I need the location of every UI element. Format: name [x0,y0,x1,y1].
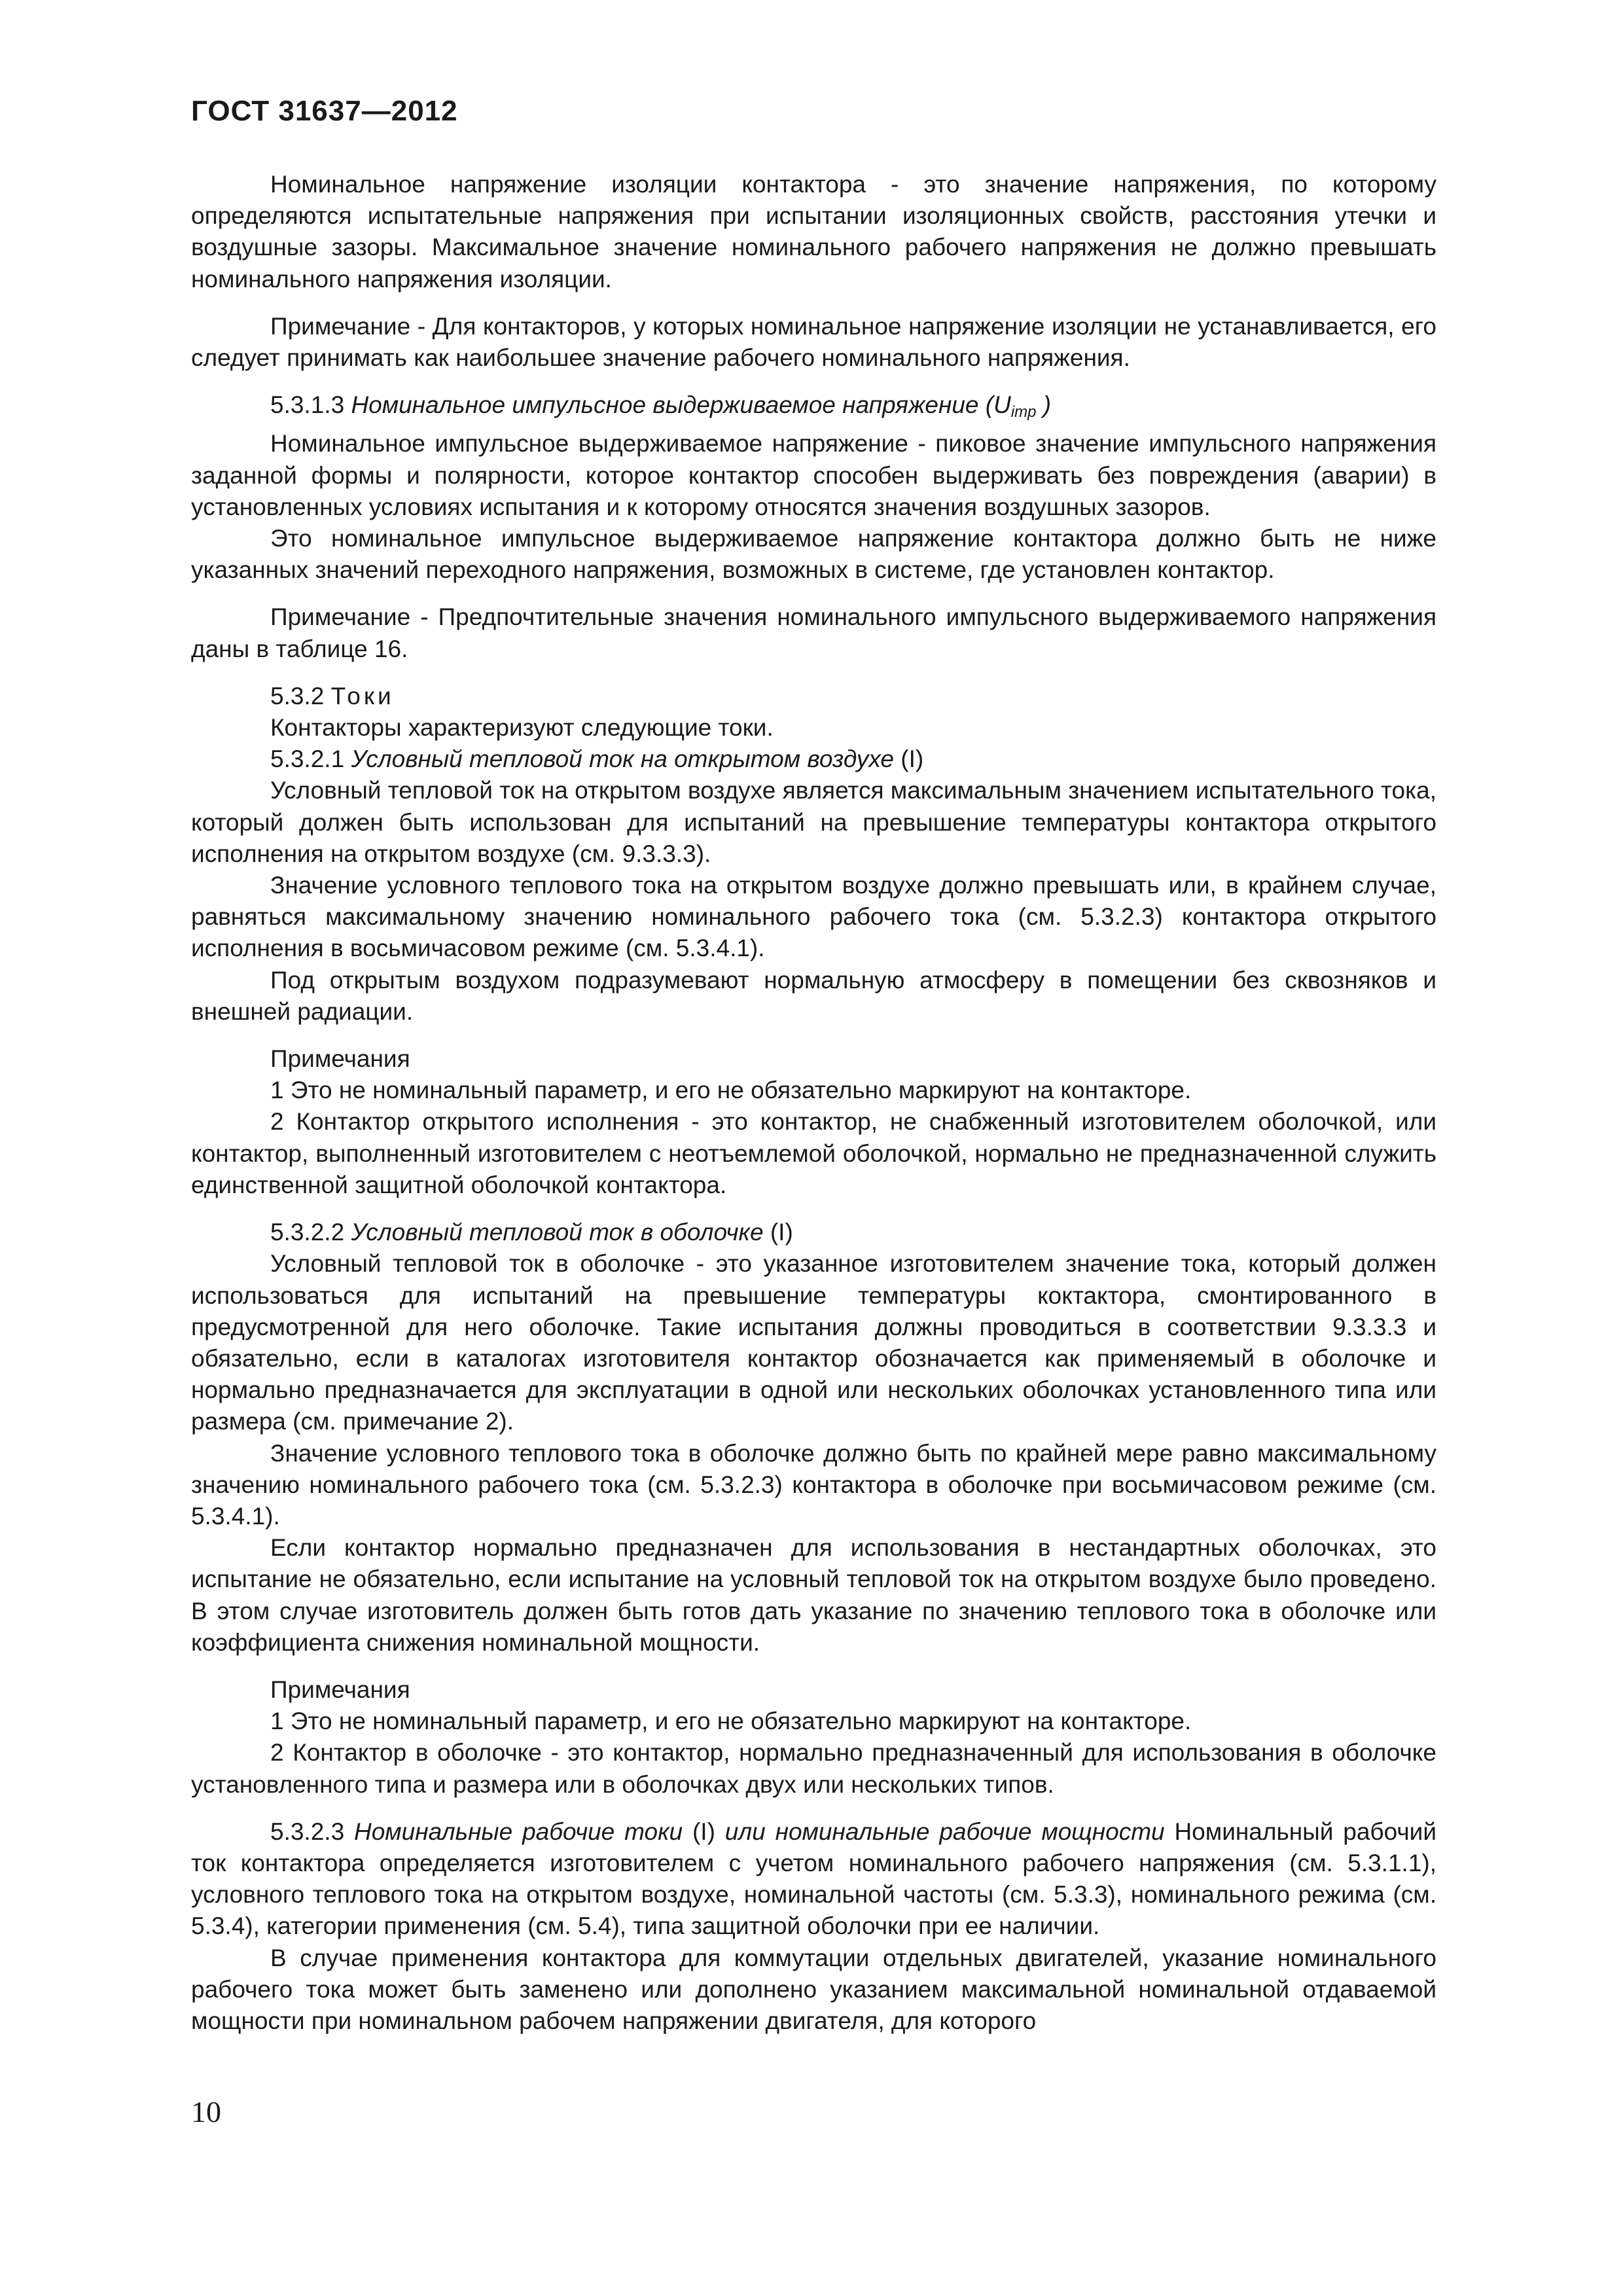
clause-5-3-2-heading: 5.3.2 Токи [270,682,395,709]
standard-header: ГОСТ 31637—2012 [191,95,458,127]
paragraph-enclosed-current-definition: Условный тепловой ток в оболочке - это указанное изготовителем значение тока, который должен использоваться для испытаний на превышение температуры коктактора, смонтированного в предусмотренной для него оболочке. Такие испытания должны проводиться в соответствии 9.3.3.3 и обязательно, если в каталогах изготовителя контактор обозначается как применяемый в оболочке и нормально предназначается для эксплуатации в одной или нескольких оболочках установленного типа или размера (см. примечание 2). [191,1250,1436,1435]
paragraph-motor-switching: В случае применения контактора для коммутации отдельных двигателей, указание номинального рабочего тока может быть заменено или дополнено указанием максимальной номинальной отдаваемой мощности при номинальном рабочем напряжении двигателя, для которого [191,1944,1436,2034]
note-item: 2 Контактор в оболочке - это контактор, нормально предназначенный для использования в оболочке установленного типа и размера или в оболочках двух или нескольких типов. [191,1739,1436,1798]
paragraph-impulse-voltage-definition: Номинальное импульсное выдерживаемое напряжение - пиковое значение импульсного напряжения заданной формы и полярности, которое контактор способен выдерживать без повреждения (аварии) в установленных условиях испытания и к которому относятся значения воздушных зазоров. [191,430,1436,520]
paragraph-open-air-current-value: Значение условного теплового тока на открытом воздухе должно превышать или, в крайнем случае, равняться максимальному значению номинального рабочего тока (см. 5.3.2.3) контактора открытого исполнения в восьмичасовом режиме (см. 5.3.4.1). [191,872,1436,962]
note-item: 1 Это не номинальный параметр, и его не обязательно маркируют на контакторе. [270,1708,1192,1735]
body-text [191,169,1436,2037]
paragraph-open-air-meaning: Под открытым воздухом подразумевают нормальную атмосферу в помещении без сквозняков и внешней радиации. [191,966,1436,1025]
clause-5-3-2-1-heading: 5.3.2.1 Условный тепловой ток на открытом воздухе (I) [270,745,924,773]
paragraph-impulse-voltage-limit: Это номинальное импульсное выдерживаемое напряжение контактора должно быть не ниже указанных значений переходного напряжения, возможных в системе, где установлен контактор. [191,525,1436,584]
note-impulse-voltage: Примечание - Предпочтительные значения номинального импульсного выдерживаемого напряжения даны в таблице 16. [191,603,1436,662]
note-item: 2 Контактор открытого исполнения - это контактор, не снабженный изготовителем оболочкой, или контактор, выполненный изготовителем с неотъемлемой оболочкой, нормально не предназначенной служить единственной защитной оболочкой контактора. [191,1108,1436,1198]
paragraph-currents-intro: Контакторы характеризуют следующие токи. [270,714,774,742]
notes-heading: Примечания [270,1045,410,1073]
clause-5-3-1-3-heading: 5.3.1.3 Номинальное импульсное выдерживаемое напряжение ($U_{imp}$ ) [270,391,1052,422]
clause-5-3-2-2-heading: 5.3.2.2 Условный тепловой ток в оболочке (I) [270,1219,793,1246]
paragraph-nonstandard-enclosures: Если контактор нормально предназначен для использования в нестандартных оболочках, это испытание не обязательно, если испытание на условный тепловой ток на открытом воздухе было проведено. В этом случае изготовитель должен быть готов дать указание по значению теплового тока в оболочке или коэффициента снижения номинальной мощности. [191,1534,1436,1656]
note-item: 1 Это не номинальный параметр, и его не обязательно маркируют на контакторе. [270,1077,1192,1104]
page-number: 10 [191,2095,221,2128]
paragraph-open-air-current-definition: Условный тепловой ток на открытом воздухе является максимальным значением испытательного тока, который должен быть использован для испытаний на превышение температуры контактора открытого исполнения на открытом воздухе (см. 9.3.3.3). [191,777,1436,867]
paragraph-insulation-voltage: Номинальное напряжение изоляции контактора - это значение напряжения, по которому определяются испытательные напряжения при испытании изоляционных свойств, расстояния утечки и воздушные зазоры. Максимальное значение номинального рабочего напряжения не должно превышать номинального напряжения изоляции. [191,171,1436,293]
notes-heading: Примечания [270,1676,410,1703]
clause-5-3-2-3: 5.3.2.3 Номинальные рабочие токи (I) или номинальные рабочие мощности Номинальный рабочий ток контактора определяется изготовителем с учетом номинального рабочего напряжения (см. 5.3.1.1), условного теплового тока на открытом воздухе, номинальной частоты (см. 5.3.3), номинального режима (см. 5.3.4), категории применения (см. 5.4), типа защитной оболочки при ее наличии. [191,1818,1436,1940]
note-insulation-voltage: Примечание - Для контакторов, у которых номинальное напряжение изоляции не устанавливается, его следует принимать как наибольшее значение рабочего номинального напряжения. [191,312,1436,372]
paragraph-enclosed-current-value: Значение условного теплового тока в оболочке должно быть по крайней мере равно максимальному значению номинального рабочего тока (см. 5.3.2.3) контактора в оболочке при восьмичасовом режиме (см. 5.3.4.1). [191,1439,1436,1530]
